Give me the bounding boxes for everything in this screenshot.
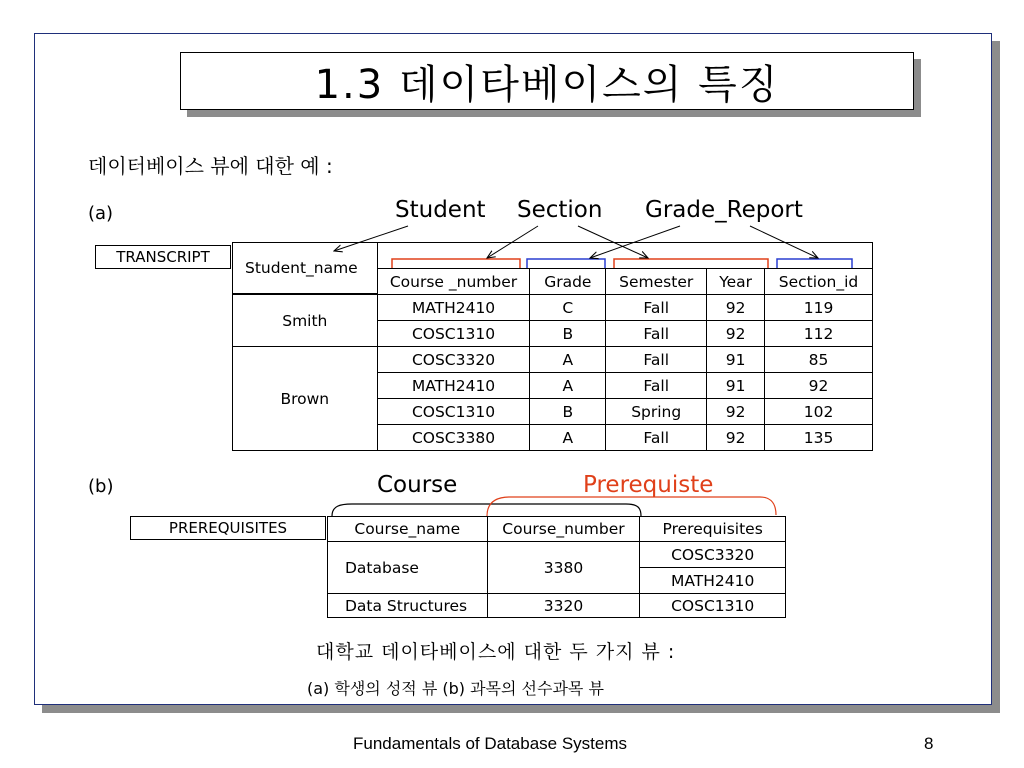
arrow-grade-2 — [750, 226, 818, 258]
caption-line-2: (a) 학생의 성적 뷰 (b) 과목의 선수과목 뷰 — [307, 679, 604, 698]
footer-title: Fundamentals of Database Systems — [353, 734, 628, 753]
cell-grade: B — [530, 399, 606, 425]
cell-semester: Fall — [606, 425, 707, 451]
bracket-section-id — [777, 259, 852, 268]
cell-course-number: 3380 — [487, 542, 640, 594]
slide-title: 1.3 데이타베이스의 특징 — [180, 52, 914, 110]
col-header-section-id: Section_id — [765, 269, 873, 295]
col-header-course-number: Course_number — [487, 517, 640, 542]
cell-course-number: COSC3380 — [377, 425, 530, 451]
cell-semester: Fall — [606, 295, 707, 321]
annotation-grade-report: Grade_Report — [645, 197, 803, 223]
cell-prerequisite: COSC3320 — [640, 542, 786, 568]
arrow-grade-1 — [590, 226, 680, 258]
cell-year: 92 — [707, 425, 765, 451]
label-a: (a) — [88, 203, 114, 224]
cell-semester: Spring — [606, 399, 707, 425]
cell-course-number: COSC3320 — [377, 347, 530, 373]
transcript-label: TRANSCRIPT — [95, 245, 231, 269]
cell-course-number: 3320 — [487, 594, 640, 618]
arrow-section-1 — [487, 226, 538, 258]
prerequisites-table — [327, 516, 786, 618]
annotation-course: Course — [377, 472, 458, 498]
arrow-section-2 — [578, 226, 648, 258]
cell-year: 92 — [707, 399, 765, 425]
bracket-grade — [527, 259, 605, 268]
table-row — [328, 594, 786, 618]
cell-prerequisite: MATH2410 — [640, 568, 786, 594]
annotation-prerequiste: Prerequiste — [583, 472, 714, 498]
cell-course-number: COSC1310 — [377, 399, 530, 425]
table-row — [328, 542, 786, 568]
cell-semester: Fall — [606, 347, 707, 373]
cell-section-id: 92 — [765, 373, 873, 399]
cell-grade: A — [530, 425, 606, 451]
cell-section-id: 119 — [765, 295, 873, 321]
cell-grade: A — [530, 347, 606, 373]
prerequisites-label: PREREQUISITES — [130, 516, 326, 540]
cell-semester: Fall — [606, 321, 707, 347]
bracket-course-number — [392, 259, 520, 268]
slide-subtitle: 데이터베이스 뷰에 대한 예 : — [88, 154, 333, 178]
cell-section-id: 102 — [765, 399, 873, 425]
cell-section-id: 112 — [765, 321, 873, 347]
col-header-prerequisites: Prerequisites — [640, 517, 786, 542]
cell-grade: C — [530, 295, 606, 321]
brace-prerequiste — [487, 497, 776, 516]
cell-course-number: MATH2410 — [377, 373, 530, 399]
cell-course-name: Database — [328, 542, 488, 594]
cell-prerequisite: COSC1310 — [640, 594, 786, 618]
caption-line-1: 대학교 데이타베이스에 대한 두 가지 뷰 : — [316, 641, 676, 663]
student-cell-brown: Brown — [233, 347, 378, 451]
cell-semester: Fall — [606, 373, 707, 399]
label-b: (b) — [88, 476, 114, 497]
col-header-year: Year — [707, 269, 765, 295]
bracket-semester-year — [614, 259, 768, 268]
header-student-name: Student_name — [233, 243, 378, 294]
arrow-student — [334, 226, 408, 251]
annotation-student: Student — [395, 197, 486, 223]
cell-course-number: COSC1310 — [377, 321, 530, 347]
col-header-course-number: Course _number — [377, 269, 530, 295]
cell-section-id: 85 — [765, 347, 873, 373]
cell-grade: A — [530, 373, 606, 399]
annotation-section: Section — [517, 197, 603, 223]
cell-grade: B — [530, 321, 606, 347]
cell-year: 91 — [707, 373, 765, 399]
cell-section-id: 135 — [765, 425, 873, 451]
student-cell-smith: Smith — [233, 295, 378, 347]
col-header-grade: Grade — [530, 269, 606, 295]
page-number: 8 — [924, 734, 934, 753]
cell-year: 92 — [707, 321, 765, 347]
col-header-course-name: Course_name — [328, 517, 488, 542]
cell-course-number: MATH2410 — [377, 295, 530, 321]
cell-year: 91 — [707, 347, 765, 373]
col-header-semester: Semester — [606, 269, 707, 295]
cell-course-name: Data Structures — [328, 594, 488, 618]
cell-year: 92 — [707, 295, 765, 321]
